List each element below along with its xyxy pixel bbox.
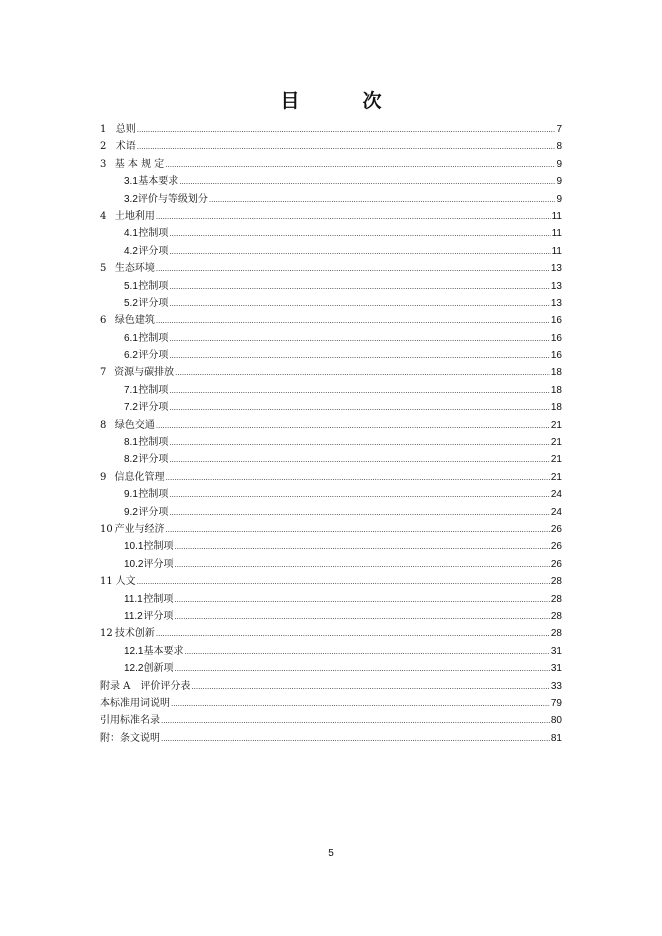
toc-entry-page: 81 xyxy=(550,732,562,744)
toc-entry-page: 8 xyxy=(556,141,562,153)
toc-entry-label: 附录 A 评价评分表 xyxy=(100,680,191,692)
toc-entry-page: 18 xyxy=(550,367,562,379)
toc-entry[interactable] xyxy=(100,173,562,190)
toc-entry-label: 土地利用 xyxy=(114,210,155,222)
toc-entry-label: 评价与等级划分 xyxy=(137,193,208,205)
toc-entry-number: 9.1 xyxy=(124,489,138,501)
toc-entry-number: 11.2 xyxy=(124,610,143,622)
toc-entry-number: 4.2 xyxy=(124,245,138,257)
toc-entry-label: 本标准用词说明 xyxy=(100,697,170,709)
toc-entry-page: 24 xyxy=(550,489,562,501)
toc-entry[interactable] xyxy=(100,417,562,434)
toc-entry-page: 26 xyxy=(550,523,562,535)
toc-entry-label: 控制项 xyxy=(138,332,169,344)
dot-leader xyxy=(174,661,549,678)
toc-entry-number: 11 xyxy=(100,576,113,588)
page-number: 5 xyxy=(328,848,334,859)
dot-leader xyxy=(156,626,550,643)
toc-entry[interactable] xyxy=(100,382,562,399)
dot-leader xyxy=(166,522,550,539)
toc-entry[interactable] xyxy=(100,347,562,364)
toc-entry[interactable] xyxy=(100,208,562,225)
dot-leader xyxy=(137,122,556,139)
toc-entry-page: 16 xyxy=(550,332,562,344)
toc-entry-page: 11 xyxy=(551,228,562,240)
toc-entry-label: 控制项 xyxy=(143,541,174,553)
toc-entry[interactable] xyxy=(100,243,562,260)
toc-entry-label: 技术创新 xyxy=(114,628,155,640)
toc-entry-number: 12.2 xyxy=(124,663,144,675)
toc-entry[interactable] xyxy=(100,573,562,590)
toc-entry-label: 生态环境 xyxy=(114,263,155,275)
toc-entry-number: 7 xyxy=(100,367,107,379)
dot-leader xyxy=(169,331,550,348)
dot-leader xyxy=(191,679,549,696)
toc-entry-page: 26 xyxy=(550,541,562,553)
toc-entry-number: 6.1 xyxy=(124,332,138,344)
toc-entry-label: 基本要求 xyxy=(138,176,179,188)
toc-entry-page: 11 xyxy=(551,210,562,222)
toc-entry-number: 9 xyxy=(100,471,107,483)
toc-entry-page: 28 xyxy=(550,576,562,588)
toc-entry-page: 28 xyxy=(550,610,562,622)
toc-entry-page: 21 xyxy=(550,471,562,483)
toc-entry-number: 3 xyxy=(100,158,107,170)
toc-entry-number: 1 xyxy=(100,124,107,135)
dot-leader xyxy=(209,192,556,209)
dot-leader xyxy=(156,418,550,435)
toc-entry-label: 总则 xyxy=(115,124,136,135)
toc-entry-page: 13 xyxy=(550,280,562,292)
dot-leader xyxy=(156,209,551,226)
toc-entry-label: 引用标准名录 xyxy=(100,715,160,727)
toc-entry-page: 21 xyxy=(550,437,562,449)
dot-leader xyxy=(166,470,550,487)
toc-entry-page: 16 xyxy=(550,315,562,327)
toc-entry[interactable] xyxy=(100,138,562,155)
toc-entry-label: 控制项 xyxy=(143,593,174,605)
toc-entry[interactable] xyxy=(100,156,562,173)
toc-entry-number: 7.2 xyxy=(124,402,138,414)
toc-entry-label: 术语 xyxy=(115,141,136,153)
toc-entry-page: 9 xyxy=(556,176,562,188)
toc-entry-label: 控制项 xyxy=(138,280,169,292)
dot-leader xyxy=(174,592,550,609)
toc-entry-label: 基 本 规 定 xyxy=(114,158,165,170)
toc-entry[interactable] xyxy=(100,434,562,451)
toc-entry-page: 18 xyxy=(550,384,562,396)
toc-entry-page: 18 xyxy=(550,402,562,414)
toc-entry-page: 13 xyxy=(550,297,562,309)
dot-leader xyxy=(161,731,550,748)
toc-entry-number: 11.1 xyxy=(124,593,143,605)
toc-entry-page: 11 xyxy=(551,245,562,257)
toc-entry-number: 3.2 xyxy=(124,193,138,205)
toc-entry[interactable] xyxy=(100,678,562,695)
toc-entry[interactable] xyxy=(100,312,562,329)
toc-entry[interactable] xyxy=(100,521,562,538)
toc-entry-number: 5 xyxy=(100,263,107,275)
toc-entry[interactable] xyxy=(100,538,562,555)
toc-entry-label: 评分项 xyxy=(138,402,169,414)
toc-entry[interactable] xyxy=(100,660,562,677)
dot-leader xyxy=(169,244,550,261)
dot-leader xyxy=(169,226,550,243)
toc-entry-page: 28 xyxy=(550,628,562,640)
toc-entry-label: 附：条文说明 xyxy=(100,732,160,744)
dot-leader xyxy=(175,365,550,382)
toc-entry-label: 控制项 xyxy=(138,437,169,449)
toc-entry-label: 人文 xyxy=(115,576,136,588)
dot-leader xyxy=(171,696,550,713)
toc-entry-page: 9 xyxy=(556,193,562,205)
toc-entry-number: 4 xyxy=(100,210,107,222)
toc-entry-page: 33 xyxy=(550,680,562,692)
toc-entry[interactable] xyxy=(100,225,562,242)
toc-entry[interactable] xyxy=(100,330,562,347)
toc-entry-number: 8.1 xyxy=(124,437,138,449)
toc-entry-label: 基本要求 xyxy=(143,645,184,657)
toc-entry[interactable] xyxy=(100,643,562,660)
toc-entry-page: 80 xyxy=(550,715,562,727)
toc-entry[interactable] xyxy=(100,399,562,416)
toc-entry[interactable] xyxy=(100,451,562,468)
toc-entry-number: 5.2 xyxy=(124,297,138,309)
dot-leader xyxy=(169,279,550,296)
toc-entry-number: 3.1 xyxy=(124,176,138,188)
table-of-contents xyxy=(100,121,562,747)
toc-entry-number: 2 xyxy=(100,141,107,153)
toc-entry[interactable] xyxy=(100,469,562,486)
toc-entry-number: 10 xyxy=(100,523,113,535)
toc-entry-number: 7.1 xyxy=(124,384,138,396)
toc-entry-label: 评分项 xyxy=(143,610,174,622)
toc-entry-label: 绿色交通 xyxy=(114,419,155,431)
toc-entry-page: 28 xyxy=(550,593,562,605)
dot-leader xyxy=(169,348,550,365)
toc-entry-label: 评分项 xyxy=(138,454,169,466)
toc-entry-page: 24 xyxy=(550,506,562,518)
toc-entry[interactable] xyxy=(100,695,562,712)
toc-entry-label: 控制项 xyxy=(138,384,169,396)
toc-entry-number: 6 xyxy=(100,315,107,327)
dot-leader xyxy=(169,452,550,469)
dot-leader xyxy=(137,139,556,156)
toc-entry-page: 7 xyxy=(556,124,562,135)
dot-leader xyxy=(169,505,550,522)
toc-entry[interactable] xyxy=(100,278,562,295)
toc-entry-number: 5.1 xyxy=(124,280,138,292)
toc-entry-label: 评分项 xyxy=(138,297,169,309)
toc-entry[interactable] xyxy=(100,295,562,312)
dot-leader xyxy=(169,296,550,313)
dot-leader xyxy=(169,400,550,417)
toc-entry[interactable] xyxy=(100,486,562,503)
toc-entry-page: 9 xyxy=(556,158,562,170)
toc-entry-number: 8.2 xyxy=(124,454,138,466)
dot-leader xyxy=(174,557,549,574)
page-title: 目 次 xyxy=(280,90,404,112)
toc-entry-label: 控制项 xyxy=(138,489,169,501)
toc-entry-page: 26 xyxy=(550,558,562,570)
toc-entry-label: 评分项 xyxy=(138,506,169,518)
toc-entry-page: 21 xyxy=(550,454,562,466)
toc-entry[interactable] xyxy=(100,730,562,747)
toc-entry[interactable] xyxy=(100,364,562,381)
toc-entry-label: 资源与碳排放 xyxy=(114,367,175,379)
toc-entry-page: 16 xyxy=(550,350,562,362)
dot-leader xyxy=(161,713,550,730)
toc-entry[interactable] xyxy=(100,591,562,608)
toc-entry-page: 31 xyxy=(550,663,562,675)
dot-leader xyxy=(137,574,550,591)
toc-entry-label: 评分项 xyxy=(138,245,169,257)
toc-entry-number: 6.2 xyxy=(124,350,138,362)
toc-entry[interactable] xyxy=(100,504,562,521)
toc-entry-number: 9.2 xyxy=(124,506,138,518)
dot-leader xyxy=(169,487,550,504)
dot-leader xyxy=(165,157,555,174)
toc-entry-label: 创新项 xyxy=(143,663,174,675)
toc-entry[interactable] xyxy=(100,608,562,625)
toc-entry-label: 绿色建筑 xyxy=(114,315,155,327)
toc-entry-label: 信息化管理 xyxy=(114,471,165,483)
toc-entry[interactable] xyxy=(100,712,562,729)
dot-leader xyxy=(174,609,550,626)
toc-entry-label: 产业与经济 xyxy=(114,523,165,535)
dot-leader xyxy=(174,539,549,556)
dot-leader xyxy=(179,174,555,191)
toc-entry[interactable] xyxy=(100,260,562,277)
toc-entry-number: 12.1 xyxy=(124,645,144,657)
toc-entry-number: 8 xyxy=(100,419,107,431)
toc-entry-page: 79 xyxy=(550,697,562,709)
toc-entry-label: 评分项 xyxy=(138,350,169,362)
toc-entry-label: 控制项 xyxy=(138,228,169,240)
toc-entry-number: 10.2 xyxy=(124,558,144,570)
toc-entry-label: 评分项 xyxy=(143,558,174,570)
toc-entry[interactable] xyxy=(100,556,562,573)
dot-leader xyxy=(156,313,550,330)
toc-entry-number: 4.1 xyxy=(124,228,138,240)
toc-entry[interactable] xyxy=(100,121,562,138)
toc-entry[interactable] xyxy=(100,191,562,208)
toc-entry-number: 10.1 xyxy=(124,541,144,553)
toc-entry-page: 21 xyxy=(550,419,562,431)
toc-entry-page: 31 xyxy=(550,645,562,657)
toc-entry[interactable] xyxy=(100,625,562,642)
dot-leader xyxy=(184,644,549,661)
dot-leader xyxy=(156,261,550,278)
toc-entry-page: 13 xyxy=(550,263,562,275)
dot-leader xyxy=(169,435,550,452)
toc-entry-number: 12 xyxy=(100,628,113,640)
dot-leader xyxy=(169,383,550,400)
